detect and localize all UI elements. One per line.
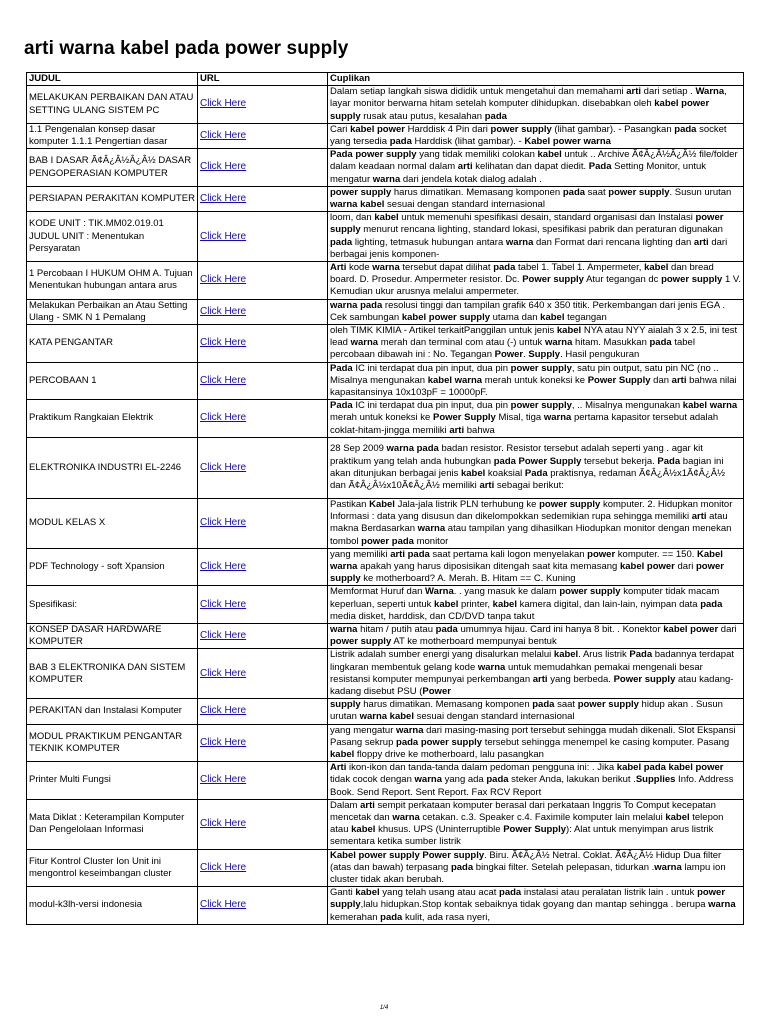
table-row [27,498,744,548]
click-here-link[interactable]: Click Here [200,818,247,830]
table-row [27,186,744,211]
row-title: MELAKUKAN PERBAIKAN DAN ATAU SETTING ULANG SISTEM PC [27,86,198,124]
table-row [27,887,744,925]
table-row [27,548,744,586]
row-url-cell [198,623,328,648]
click-here-link[interactable]: Click Here [200,598,247,610]
row-snippet: Kabel power supply Power supply. Biru. Ã¢Â¿Â½ Netral. Coklat. Ã¢Â¿Â½ Hidup Dua filter (atas dan bawah) terpasang pada bingkai filter. Setelah pelepasan, tidurkan .warna lampu ion cluster tidak akan berubah. [328,849,744,887]
row-title: Melakukan Perbaikan an Atau Setting Ulang - SMK N 1 Pemalang [27,299,198,324]
row-snippet: Dalam arti sempit perkataan komputer berasal dari perkataan Inggris To Comput kecepatan mencetak dan warna cetakan. c.3. Speaker c.4. Faximile komputer lain melalui kabel telepon atau kabel khusus. UPS (Uninterruptible Power Supply): Alat untuk menyimpan arus listrik sementara ketika sumber listrik [328,799,744,849]
click-here-link[interactable]: Click Here [200,774,247,786]
table-body [27,86,744,925]
row-url-cell [198,212,328,262]
click-here-link[interactable]: Click Here [200,98,247,110]
click-here-link[interactable]: Click Here [200,337,247,349]
row-snippet: Arti kode warna tersebut dapat dilihat pada tabel 1. Tabel 1. Ampermeter, kabel dan bread board. D. Prosedur. Ampermeter resistor. Dc. Power supply Atur tegangan dc power supply 1 V. Kemudian ukur arusnya melalui ampermeter. [328,262,744,300]
table-row [27,400,744,438]
table-row [27,762,744,800]
row-snippet: Memformat Huruf dan Warna. . yang masuk ke dalam power supply komputer tidak macam keperluan, seperti untuk kabel printer, kabel kamera digital, dan lain-lain, nyimpan data pada media disket, harddisk, dan CD/DVD tanpa takut [328,586,744,624]
page-number: 1/4 [379,1005,389,1011]
row-title: BAB 3 ELEKTRONIKA DAN SISTEM KOMPUTER [27,649,198,699]
row-title: KATA PENGANTAR [27,325,198,363]
row-url-cell [198,362,328,400]
row-url-cell [198,299,328,324]
row-url-cell [198,699,328,724]
row-url-cell [198,498,328,548]
row-url-cell [198,799,328,849]
row-url-cell [198,849,328,887]
row-title: Praktikum Rangkaian Elektrik [27,400,198,438]
row-url-cell [198,887,328,925]
row-url-cell [198,724,328,762]
click-here-link[interactable]: Click Here [200,630,247,642]
row-title: KONSEP DASAR HARDWARE KOMPUTER [27,623,198,648]
table-row [27,649,744,699]
table-row [27,212,744,262]
table-row [27,437,744,498]
table-row [27,325,744,363]
row-snippet: Cari kabel power Harddisk 4 Pin dari power supply (lihat gambar). - Pasangkan pada socket yang tersedia pada Harddisk (lihat gambar). - Kabel power warna [328,123,744,148]
row-snippet: power supply harus dimatikan. Memasang komponen pada saat power supply. Susun urutan warna kabel sesuai dengan standard internasional [328,186,744,211]
click-here-link[interactable]: Click Here [200,230,247,242]
table-row [27,299,744,324]
click-here-link[interactable]: Click Here [200,736,247,748]
table-row [27,149,744,187]
click-here-link[interactable]: Click Here [200,274,247,286]
row-snippet: Pada IC ini terdapat dua pin input, dua pin power supply, satu pin output, satu pin NC (no .. Misalnya mengunakan kabel warna merah untuk koneksi ke Power Supply dan arti bahwa nilai kapasitansinya 10x103pF = 10000pF. [328,362,744,400]
row-snippet: warna pada resolusi tinggi dan tampilan grafik 640 x 350 titik. Perkembangan dari jenis EGA . Cek sambungan kabel power supply utama dan kabel tegangan [328,299,744,324]
click-here-link[interactable]: Click Here [200,192,247,204]
row-title: PERSIAPAN PERAKITAN KOMPUTER [27,186,198,211]
table-row [27,123,744,148]
row-title: 1 Percobaan I HUKUM OHM A. Tujuan Menentukan hubungan antara arus [27,262,198,300]
row-snippet: Pastikan Kabel Jala-jala listrik PLN terhubung ke power supply komputer. 2. Hidupkan monitor Informasi : data yang disusun dan dikelompokkan sedemikian rupa sehingga memiliki arti atau makna Berdasarkan warna atau tampilan yang dihasilkan Hiodupkan monitor dengan menekan tombol power pada monitor [328,498,744,548]
table-row [27,262,744,300]
row-snippet: Ganti kabel yang telah usang atau acat pada instalasi atau peralatan listrik lain . untuk power supply,lalu hidupkan.Stop kontak sebaiknya tidak goyang dan mantap sehingga . berupa warna kemerahan pada kulit, ada rasa nyeri, [328,887,744,925]
row-title: PERCOBAAN 1 [27,362,198,400]
click-here-link[interactable]: Click Here [200,899,247,911]
click-here-link[interactable]: Click Here [200,161,247,173]
click-here-link[interactable]: Click Here [200,412,247,424]
row-title: BAB I DASAR Ã¢Â¿Â½Â¿Â½ DASAR PENGOPERASIAN KOMPUTER [27,149,198,187]
row-snippet: yang mengatur warna dari masing-masing port tersebut sehingga mudah dikenali. Slot Ekspansi Pasang sekrup pada power supply tersebut sehingga menempel ke casing komputer. Pasang kabel floppy drive ke motherboard, lalu pasangkan [328,724,744,762]
column-header-judul: JUDUL [27,73,198,86]
row-url-cell [198,400,328,438]
column-header-url: URL [198,73,328,86]
row-url-cell [198,149,328,187]
row-snippet: 28 Sep 2009 warna pada badan resistor. Resistor tersebut adalah seperti yang . agar kit praktikum yang telah anda hubungkan pada Power Supply tersebut bekerja. Pada bagian ini akan ditunjukan berbagai jenis kabel koaksial Pada praktisnya, redaman Ã¢Â¿Â½x1Ã¢Â¿Â½ dan Ã¢Â¿Â½x10Ã¢Â¿Â½ memiliki arti sebagai berikut: [328,437,744,498]
click-here-link[interactable]: Click Here [200,667,247,679]
row-url-cell [198,548,328,586]
table-row [27,362,744,400]
row-snippet: Arti ikon-ikon dan tanda-tanda dalam pedoman pengguna ini: . Jika kabel pada kabel power tidak cocok dengan warna yang ada pada steker Anda, lakukan berikut .Supplies Info. Address Book. Send Report. Sent Report. Fax RCV Report [328,762,744,800]
results-table [26,72,744,925]
row-url-cell [198,762,328,800]
row-title: ELEKTRONIKA INDUSTRI EL-2246 [27,437,198,498]
row-url-cell [198,437,328,498]
table-row [27,724,744,762]
table-row [27,799,744,849]
table-row [27,699,744,724]
row-title: MODUL PRAKTIKUM PENGANTAR TEKNIK KOMPUTER [27,724,198,762]
row-title: Printer Multi Fungsi [27,762,198,800]
row-snippet: Listrik adalah sumber energi yang disalurkan melalui kabel. Arus listrik Pada badannya terdapat lingkaran membentuk gelang kode warna untuk memudahkan pemakai mengenali besar resistansi komputer mempunyai perkembangan arti yang berbeda. Power supply atau kadang-kadang disebut PSU (Power [328,649,744,699]
row-title: MODUL KELAS X [27,498,198,548]
row-url-cell [198,649,328,699]
row-url-cell [198,325,328,363]
row-snippet: Dalam setiap langkah siswa dididik untuk mengetahui dan memahami arti dari setiap . Warna, layar monitor berwarna hitam setelah komputer dihidupkan. disebabkan oleh kabel power supply rusak atau putus, kesalahan pada [328,86,744,124]
column-header-cuplikan: Cuplikan [328,73,744,86]
row-title: Mata Diklat : Keterampilan Komputer Dan Pengelolaan Informasi [27,799,198,849]
table-row [27,586,744,624]
row-url-cell [198,262,328,300]
click-here-link[interactable]: Click Here [200,517,247,529]
row-url-cell [198,586,328,624]
click-here-link[interactable]: Click Here [200,305,247,317]
table-row [27,849,744,887]
table-header-row [27,73,744,86]
row-snippet: supply harus dimatikan. Memasang komponen pada saat power supply hidup akan . Susun urutan warna kabel sesuai dengan standard internasional [328,699,744,724]
row-url-cell [198,186,328,211]
click-here-link[interactable]: Click Here [200,560,247,572]
row-snippet: yang memiliki arti pada saat pertama kali logon menyelakan power komputer. == 150. Kabel warna apakah yang harus diposisikan ditengah saat kita memasang kabel power dari power supply ke motherboard? A. Merah. B. Hitam == C. Kuning [328,548,744,586]
table-row [27,86,744,124]
click-here-link[interactable]: Click Here [200,861,247,873]
row-snippet: Pada IC ini terdapat dua pin input, dua pin power supply, .. Misalnya mengunakan kabel warna merah untuk koneksi ke Power Supply Misal, tiga warna pertama kapasitor tersebut adalah coklat-hitam-jingga memiliki arti bahwa [328,400,744,438]
table-row [27,623,744,648]
row-snippet: loom, dan kabel untuk memenuhi spesifikasi desain, standard organisasi dan Instalasi power supply menurut rencana lighting, standard lokasi, spesifikasi pabrik dan peraturan digunakan pada lighting, tetmasuk hubungan antara warna dan Format dari rencana lighting dan arti dari berbagai jenis komponen- [328,212,744,262]
row-url-cell [198,123,328,148]
row-url-cell [198,86,328,124]
row-title: PDF Technology - soft Xpansion [27,548,198,586]
click-here-link[interactable]: Click Here [200,461,247,473]
row-snippet: Pada power supply yang tidak memiliki colokan kabel untuk .. Archive Ã¢Â¿Â½Â¿Â½ file/folder dalam keadaan normal dalam arti kelihatan dan dapat diedit. Pada Setting Monitor, untuk mengatur warna dari jendela kotak dialog adalah . [328,149,744,187]
click-here-link[interactable]: Click Here [200,374,247,386]
row-snippet: warna hitam / putih atau pada umumnya hijau. Card ini hanya 8 bit. . Konektor kabel power dari power supply AT ke motherboard mempunyai bentuk [328,623,744,648]
page-title: arti warna kabel pada power supply [24,38,349,59]
row-title: KODE UNIT : TIK.MM02.019.01 JUDUL UNIT : Menentukan Persyaratan [27,212,198,262]
click-here-link[interactable]: Click Here [200,129,247,141]
row-title: PERAKITAN dan Instalasi Komputer [27,699,198,724]
click-here-link[interactable]: Click Here [200,705,247,717]
row-title: 1.1 Pengenalan konsep dasar komputer 1.1.1 Pengertian dasar [27,123,198,148]
row-title: Fitur Kontrol Cluster Ion Unit ini mengontrol keseimbangan cluster [27,849,198,887]
row-title: modul-k3lh-versi indonesia [27,887,198,925]
row-snippet: oleh TIMK KIMIA - Artikel terkaitPanggilan untuk jenis kabel NYA atau NYY aialah 3 x 2.5, ini test lead warna merah dan terminal com atau (-) untuk warna hitam. Masukkan pada tabel percobaan dibawah ini : No. Tegangan Power. Supply. Hasil pengukuran [328,325,744,363]
row-title: Spesifikasi: [27,586,198,624]
